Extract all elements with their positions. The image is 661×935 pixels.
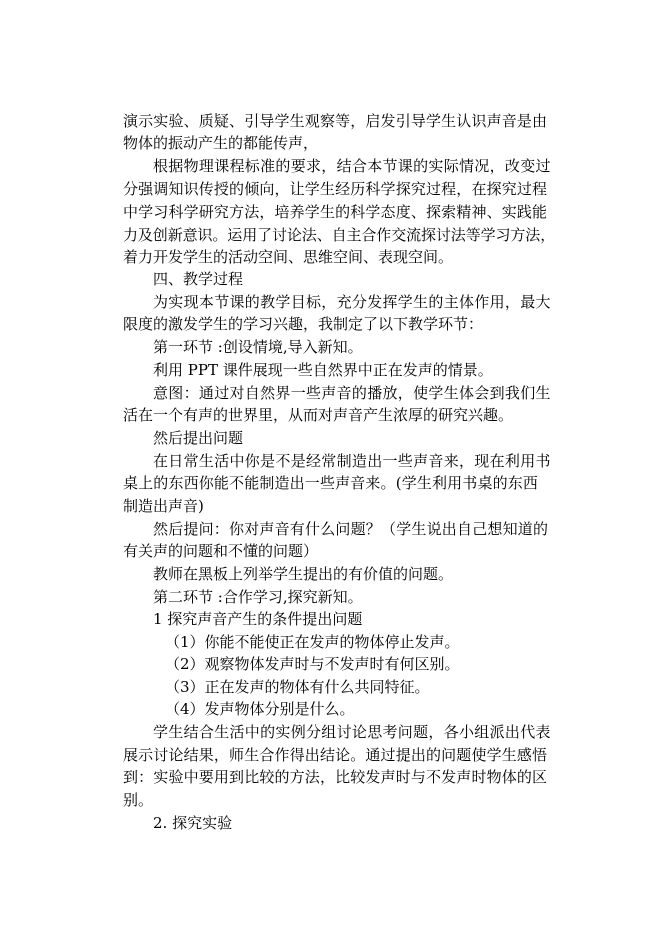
section-heading: 2. 探究实验: [153, 814, 233, 832]
paragraph-line: 活在一个有声的世界里，从而对声音产生浓厚的研究兴趣。: [123, 406, 514, 424]
paragraph-line: 着力开发学生的活动空间、思维空间、表现空间。: [123, 248, 454, 266]
list-item: （2）观察物体发声时与不发声时有何区别。: [165, 655, 460, 673]
paragraph-line: 限度的激发学生的学习兴趣，我制定了以下教学环节：: [123, 315, 484, 333]
section-heading: 四、教学过程: [153, 270, 244, 288]
paragraph-line: 分强调知识传授的倾向，让学生经历科学探究过程，在探究过程: [123, 180, 548, 198]
paragraph-line: 学生结合生活中的实例分组讨论思考问题，各小组派出代表: [153, 723, 551, 741]
paragraph-line: 1 探究声音产生的条件提出问题: [153, 610, 363, 628]
paragraph-line: 利用 PPT 课件展现一些自然界中正在发声的情景。: [153, 361, 493, 379]
paragraph-line: 别。: [123, 791, 154, 809]
paragraph-line: 意图：通过对自然界一些声音的播放，使学生体会到我们生: [153, 384, 551, 402]
paragraph-line: 力及创新意识。运用了讨论法、自主合作交流探讨法等学习方法，: [123, 226, 556, 244]
paragraph-line: 为实现本节课的教学目标，充分发挥学生的主体作用，最大: [153, 293, 551, 311]
list-item: （4）发声物体分别是什么。: [165, 700, 355, 718]
paragraph-line: 在日常生活中你是不是经常制造出一些声音来，现在利用书: [153, 452, 551, 470]
paragraph-line: 然后提出问题: [153, 429, 244, 447]
paragraph-line: 展示讨论结果，师生合作得出结论。通过提出的问题使学生感悟: [123, 746, 548, 764]
paragraph-line: 根据物理课程标准的要求，结合本节课的实际情况，改变过: [153, 157, 551, 175]
step-heading: 第二环节 :合作学习,探究新知。: [153, 588, 363, 606]
paragraph-line: 桌上的东西你能不能制造出一些声音来。(学生利用书桌的东西: [123, 474, 539, 492]
paragraph-line: 有关声的问题和不懂的问题）: [123, 542, 319, 560]
paragraph-line: 然后提问：你对声音有什么问题？（学生说出自己想知道的: [153, 520, 549, 538]
step-heading: 第一环节 :创设情境,导入新知。: [153, 338, 363, 356]
paragraph-line: 演示实验、质疑、引导学生观察等，启发引导学生认识声音是由: [123, 112, 548, 130]
paragraph-line: 制造出声音): [123, 497, 204, 515]
list-item: （1）你能不能使正在发声的物体停止发声。: [165, 633, 460, 651]
paragraph-line: 中学习科学研究方法，培养学生的科学态度、探索精神、实践能: [123, 203, 548, 221]
paragraph-line: 到：实验中要用到比较的方法，比较发声时与不发声时物体的区: [123, 768, 548, 786]
list-item: （3）正在发声的物体有什么共同特征。: [165, 678, 430, 696]
paragraph-line: 物体的振动产生的都能传声，: [123, 134, 319, 152]
paragraph-line: 教师在黑板上列举学生提出的有价值的问题。: [153, 565, 454, 583]
